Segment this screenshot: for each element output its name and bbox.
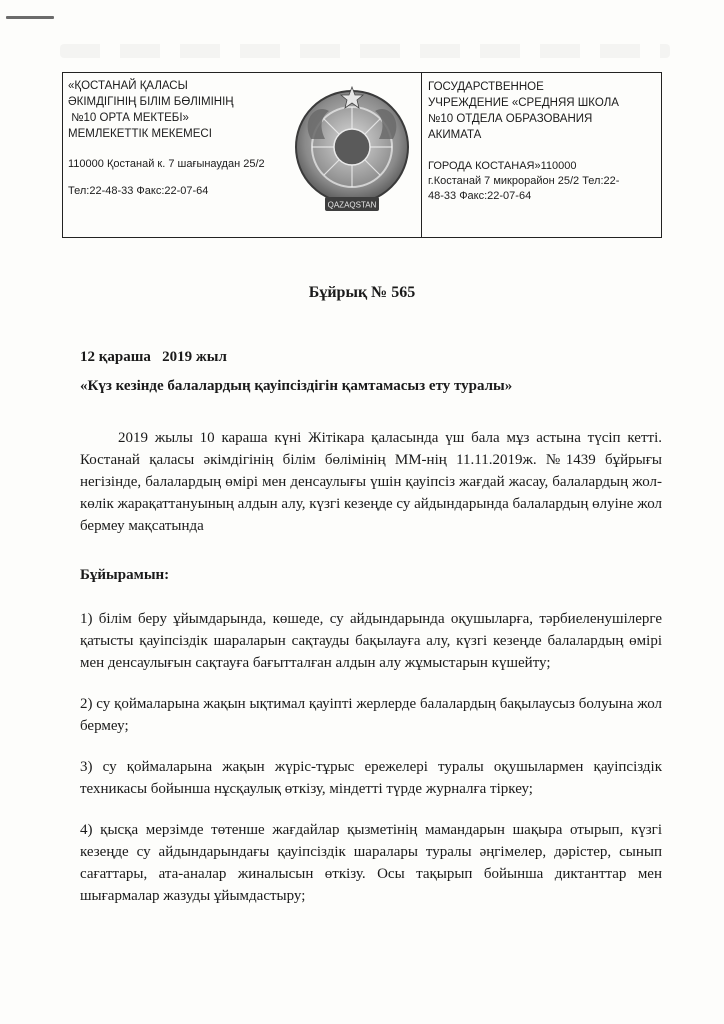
letterhead: [62, 72, 662, 238]
document-title: Бұйрық № 565: [308, 284, 416, 301]
org-name-ru-line-4: АКИМАТА: [428, 129, 482, 141]
order-item-3: 3) су қоймаларына жақын жүріс-тұрыс ережелері туралы оқушылармен қауіпсіздік техникасы бойынша нұсқаулық өткізу, міндетті түрде журналға тіркеу;: [80, 759, 662, 797]
order-heading: Бұйырамын:: [80, 567, 170, 583]
org-name-ru-line-1: ГОСУДАРСТВЕННОЕ: [428, 81, 544, 93]
letterhead-divider: [421, 73, 422, 237]
org-name-kz-line-2: ӘКІМДІГІНІҢ БІЛІМ БӨЛІМІНІҢ: [68, 96, 234, 108]
order-item-4: 4) қысқа мерзімде төтенше жағдайлар қызметінің мамандарын шақыра отырып, күзгі кезеңде су айдындарындағы қауіпсіздік шаралары туралы әңгімелер, дәрістер, сынып сағаттары, ата-аналар жиналысын өткізу. Осы тақырып бойынша диктанттар мен шығармалар жазуды ұйымдастыру;: [80, 822, 662, 904]
address-ru: [428, 159, 656, 204]
order-item-2: 2) су қоймаларына жақын ықтимал қауіпті жерлерде балалардың бақылаусыз болуына жол бермеу;: [80, 696, 662, 734]
emblem-label: QAZAQSTAN: [327, 200, 377, 210]
document-date: 12 қараша 2019 жыл: [80, 349, 227, 365]
order-item-1: 1) білім беру ұйымдарында, көшеде, су айдындарында оқушыларға, тәрбиеленушілерге қатысты қауіпсіздік шараларын сақтауды бақылауға алу, күзгі кезеңде балалардың өмірі мен денсаулығын сақтауға бағытталған алдын алу жұмыстарын күшейту;: [80, 611, 662, 671]
address-kz: 110000 Қостанай к. 7 шағынаудан 25/2: [68, 158, 265, 170]
document-subject: «Күз кезінде балалардың қауіпсіздігін қамтамасыз ету туралы»: [80, 378, 513, 394]
org-name-kz-line-3: №10 ОРТА МЕКТЕБІ»: [68, 112, 189, 124]
scan-artifact: [6, 16, 54, 19]
org-name-ru-line-2: УЧРЕЖДЕНИЕ «СРЕДНЯЯ ШКОЛА: [428, 97, 619, 109]
org-name-kz-line-1: «ҚОСТАНАЙ ҚАЛАСЫ: [68, 80, 188, 92]
phones-kz: Тел:22-48-33 Факс:22-07-64: [68, 185, 209, 197]
letterhead-russian: [428, 79, 656, 204]
org-name-kz-line-4: МЕМЛЕКЕТТІК МЕКЕМЕСІ: [68, 128, 212, 140]
address-ru-line-1: ГОРОДА КОСТАНАЯ»110000: [428, 160, 577, 172]
address-ru-line-2: г.Костанай 7 микрорайон 25/2 Тел:22-: [428, 175, 620, 187]
address-ru-line-3: 48-33 Факс:22-07-64: [428, 190, 532, 202]
bleed-through-text: [60, 44, 670, 58]
letterhead-kazakh: [68, 78, 273, 199]
document-body: [80, 427, 662, 926]
state-emblem-icon: [291, 81, 413, 229]
org-name-ru-line-3: №10 ОТДЕЛА ОБРАЗОВАНИЯ: [428, 113, 593, 125]
intro-paragraph: 2019 жылы 10 караша күні Жітікара қаласында үш бала мұз астына түсіп кетті. Костанай қаласы әкімдігінің білім бөлімінің ММ-нің 11.11.2019ж. №1439 бұйрығы негізінде, балалардың өмірі мен денсаулығы үшін қауіпсіз жағдай жасау, балалардың жол-көлік жарақаттануының алдын алу, күзгі кезеңде су айдындарында балалардың өлуіне жол бермеу мақсатында: [80, 430, 662, 534]
